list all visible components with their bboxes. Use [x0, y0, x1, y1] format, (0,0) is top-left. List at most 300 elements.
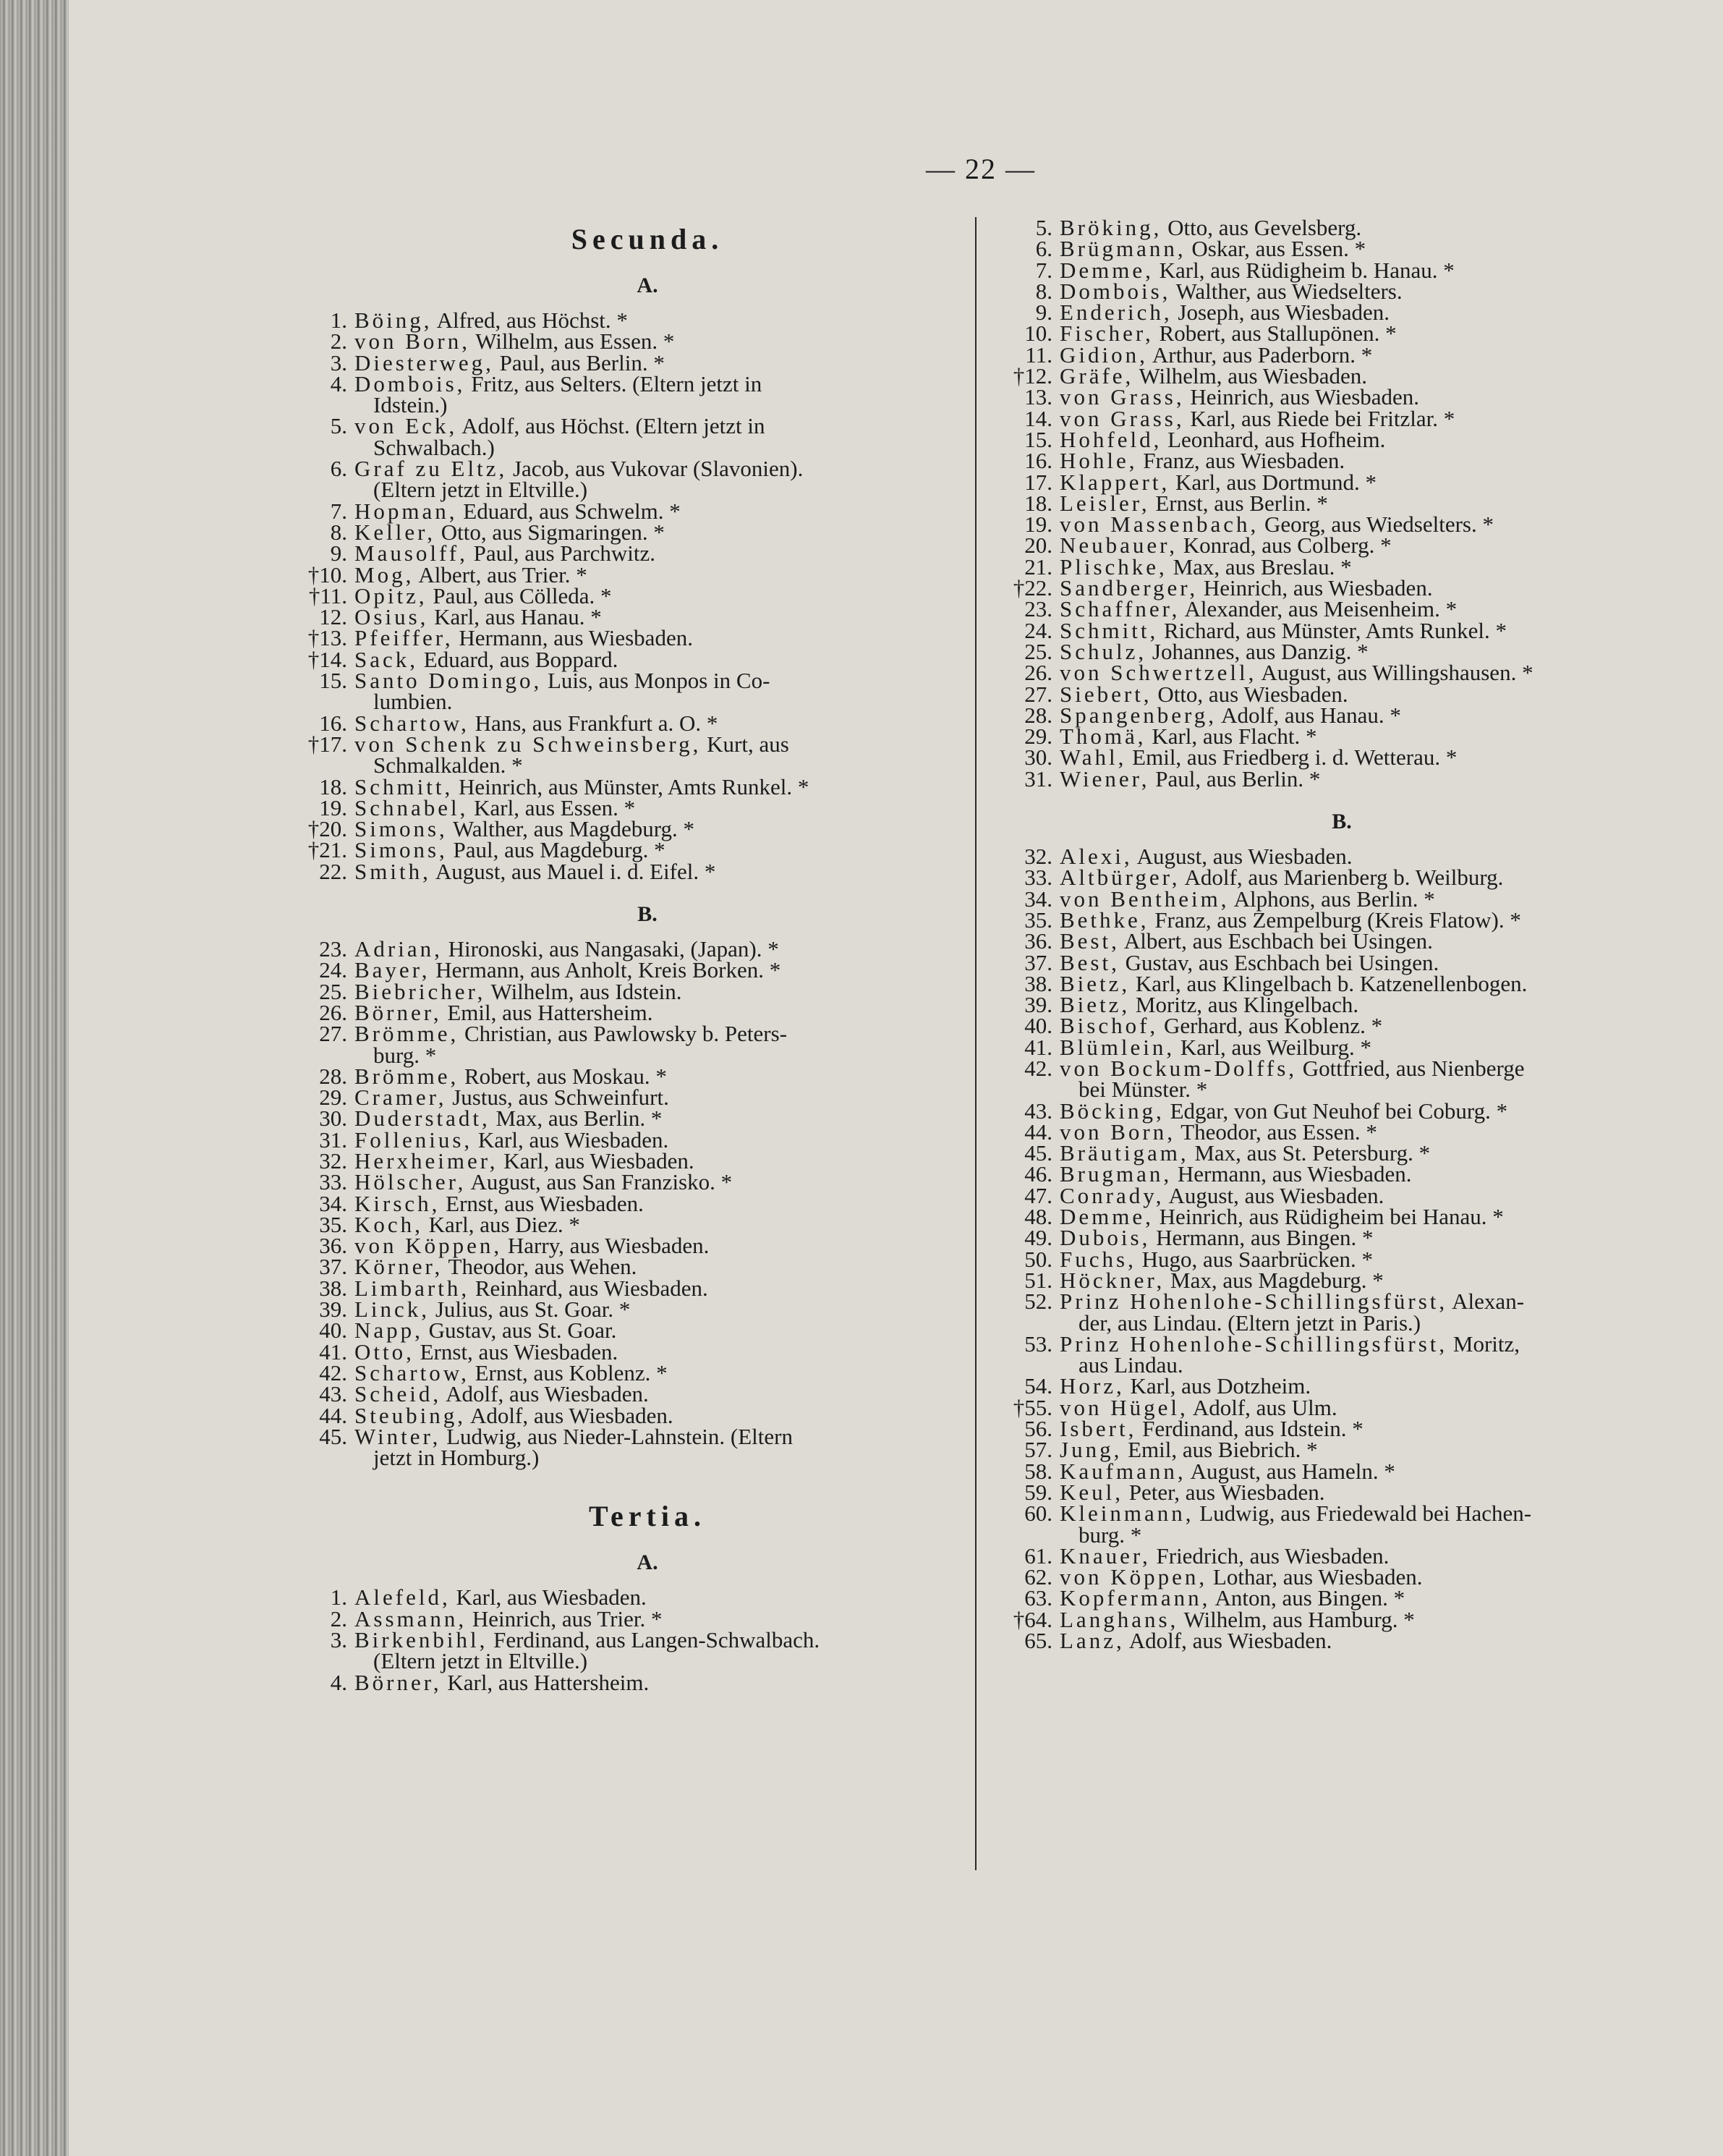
section-title: Tertia. [589, 1500, 706, 1533]
entry-text [1060, 532, 1631, 559]
list-item [995, 532, 1631, 559]
student-details: Paul, aus Parchwitz. [473, 540, 655, 566]
entry-text [354, 837, 948, 863]
student-details: Hironoski, aus Nangasaki, (Japan). * [448, 936, 779, 962]
student-details: Albert, aus Eschbach bei Usingen. [1123, 928, 1433, 954]
list-item [289, 816, 948, 842]
entry-text [1060, 490, 1631, 516]
entry-text [354, 710, 948, 736]
student-name: Neubauer, [1060, 532, 1178, 559]
entry-text [1060, 1289, 1631, 1336]
list-item [995, 844, 1631, 870]
student-name: Schnabel, [354, 794, 469, 820]
entry-number: 62. [1024, 1564, 1052, 1590]
entry-number: †14. [307, 646, 347, 672]
student-details: August, aus San Franzisko. * [470, 1169, 733, 1195]
entry-text [354, 1233, 948, 1259]
student-name: Steubing, [354, 1402, 466, 1428]
entry-text [1060, 1182, 1631, 1208]
entry-number: 15. [319, 668, 347, 694]
student-name: von Schenk zu Schweinsberg, [354, 731, 702, 757]
student-name: Assmann, [354, 1605, 467, 1631]
entry-number: 16. [319, 710, 347, 736]
list-item [995, 660, 1631, 686]
entry-text [1060, 300, 1631, 326]
entry-text [1060, 1140, 1631, 1166]
student-details: Otto, aus Gevelsberg. [1167, 215, 1362, 240]
student-details: Hermann, aus Wiesbaden. [1177, 1161, 1412, 1187]
entry-text [1060, 617, 1631, 643]
entry-continuation: lumbien. [373, 689, 453, 715]
student-details: August, aus Hameln. * [1190, 1458, 1395, 1484]
entry-number: 13. [1024, 384, 1052, 410]
student-details: Christian, aus Pawlowsky b. Peters- [464, 1021, 788, 1047]
student-name: Schartow, [354, 1359, 469, 1385]
student-details: Walther, aus Wiedselters. [1175, 278, 1403, 304]
entry-continuation: bei Münster. * [1079, 1077, 1208, 1103]
entry-text [1060, 1055, 1631, 1103]
student-name: von Eck, [354, 413, 458, 439]
student-details: Theodor, aus Essen. * [1180, 1119, 1377, 1145]
entry-text [354, 1126, 948, 1153]
list-item [995, 1394, 1631, 1420]
entry-text [1060, 363, 1631, 389]
list-item [995, 1630, 1631, 1651]
entry-text [1060, 426, 1631, 452]
list-item [995, 1501, 1631, 1548]
entry-text [1060, 723, 1631, 750]
student-name: Birkenbihl, [354, 1627, 488, 1653]
student-details: Max, aus Berlin. * [495, 1105, 663, 1132]
list-item [995, 1479, 1631, 1505]
student-details: Gustav, aus Eschbach bei Usingen. [1125, 949, 1439, 975]
list-item [289, 710, 948, 736]
student-name: Hohfeld, [1060, 426, 1162, 452]
student-details: Ernst, aus Berlin. * [1155, 490, 1328, 516]
student-name: Conrady, [1060, 1182, 1165, 1208]
list-item [289, 519, 948, 545]
student-details: Karl, aus Hattersheim. [447, 1669, 650, 1695]
entry-text [354, 1275, 948, 1301]
list-item [289, 957, 948, 983]
entry-text [354, 670, 948, 713]
list-item [995, 1289, 1631, 1336]
student-details: Luis, aus Monpos in Co- [547, 668, 770, 694]
entry-continuation: burg. * [373, 1042, 437, 1068]
list-item [995, 341, 1631, 368]
student-name: Bischof, [1060, 1013, 1159, 1039]
list-item [995, 744, 1631, 771]
list-item [289, 1359, 948, 1385]
list-item [995, 490, 1631, 516]
list-item [289, 582, 948, 608]
list-item [289, 773, 948, 799]
page-number: — 22 — [926, 153, 1036, 185]
student-name: Biebricher, [354, 978, 486, 1004]
entry-number: 33. [319, 1169, 347, 1195]
entry-number: 36. [1024, 928, 1052, 954]
list-item [995, 217, 1631, 238]
list-item [289, 1629, 948, 1672]
list-item [995, 236, 1631, 262]
entry-number: 45. [319, 1423, 347, 1449]
student-details: Eduard, aus Boppard. [423, 646, 618, 672]
student-name: Leisler, [1060, 490, 1150, 516]
list-item [995, 575, 1631, 601]
list-item [995, 865, 1631, 891]
student-name: Plischke, [1060, 553, 1167, 580]
entry-number: 11. [1025, 341, 1052, 368]
entry-number: 60. [1024, 1501, 1052, 1527]
list-item [289, 978, 948, 1004]
entry-text [354, 604, 948, 630]
list-item [995, 1182, 1631, 1208]
student-name: Kaufmann, [1060, 1458, 1186, 1484]
entry-text [1060, 1373, 1631, 1399]
entry-text [354, 1584, 948, 1610]
student-details: Theodor, aus Wehen. [448, 1254, 637, 1280]
entry-number: 41. [1024, 1034, 1052, 1060]
list-item [995, 426, 1631, 452]
student-details: Franz, aus Wiesbaden. [1143, 448, 1345, 474]
entry-continuation: (Eltern jetzt in Eltville.) [373, 477, 588, 503]
student-details: August, aus Wiesbaden. [1168, 1182, 1384, 1208]
entry-number: 19. [1024, 512, 1052, 538]
entry-number: 27. [1024, 681, 1052, 707]
entry-text [354, 582, 948, 608]
student-details: Adolf, aus Höchst. (Eltern jetzt in [461, 413, 765, 439]
entry-text [1060, 907, 1631, 933]
student-details: Karl, aus Dortmund. * [1175, 469, 1377, 495]
entry-number: 56. [1024, 1416, 1052, 1442]
student-details: Julius, aus St. Goar. * [435, 1296, 631, 1323]
student-details: Ludwig, aus Nieder-Lahnstein. (Eltern [446, 1423, 793, 1449]
entry-number: 43. [1024, 1098, 1052, 1124]
student-name: Lanz, [1060, 1628, 1125, 1653]
list-item [289, 1605, 948, 1631]
student-details: Kurt, aus [707, 731, 789, 757]
entry-number: 47. [1024, 1182, 1052, 1208]
list-item [995, 469, 1631, 495]
entry-text [1060, 575, 1631, 601]
student-name: Mog, [354, 561, 414, 587]
list-item [995, 405, 1631, 431]
entry-text [1060, 512, 1631, 538]
entry-number: 46. [1024, 1161, 1052, 1187]
entry-number: 35. [1024, 907, 1052, 933]
entry-text [354, 1402, 948, 1428]
entry-text [354, 307, 948, 333]
list-item [995, 1140, 1631, 1166]
student-details: Franz, aus Zempelburg (Kreis Flatow). * [1154, 907, 1521, 933]
student-name: Prinz Hohenlohe-Schillingsfürst, [1060, 1330, 1448, 1357]
entry-continuation: aus Lindau. [1079, 1352, 1183, 1378]
student-name: Gräfe, [1060, 363, 1134, 389]
student-name: Knauer, [1060, 1542, 1151, 1569]
student-details: Paul, aus Magdeburg. * [453, 837, 665, 863]
entry-text [1060, 970, 1631, 996]
list-item [995, 723, 1631, 750]
entry-number: †22. [1013, 575, 1052, 601]
list-item [289, 1669, 948, 1695]
entry-text [1060, 1458, 1631, 1484]
student-details: Wilhelm, aus Essen. * [475, 328, 675, 355]
entry-number: 27. [319, 1021, 347, 1047]
list-item [995, 1458, 1631, 1484]
list-item [995, 928, 1631, 954]
student-details: Wilhelm, aus Wiesbaden. [1139, 363, 1367, 389]
entry-text [354, 1063, 948, 1089]
entry-number: 65. [1024, 1628, 1052, 1653]
entry-text [354, 1169, 948, 1195]
list-item [289, 1190, 948, 1216]
entry-text [354, 936, 948, 962]
student-name: von Köppen, [1060, 1564, 1208, 1590]
student-details: Ernst, aus Wiesbaden. [446, 1190, 644, 1216]
list-item [995, 278, 1631, 304]
list-item [995, 681, 1631, 707]
student-name: Dubois, [1060, 1225, 1151, 1251]
entry-number: 12. [319, 604, 347, 630]
student-details: Karl, aus Klingelbach b. Katzenellenbogen. [1135, 970, 1528, 996]
entry-number: 34. [319, 1190, 347, 1216]
student-name: von Massenbach, [1060, 512, 1259, 538]
entry-number: 20. [1024, 532, 1052, 559]
student-name: Brügmann, [1060, 236, 1186, 262]
entry-text [1060, 865, 1631, 891]
student-name: Limbarth, [354, 1275, 470, 1301]
student-name: Sack, [354, 646, 419, 672]
entry-text [354, 731, 948, 778]
student-details: Adolf, aus Marienberg b. Weilburg. [1184, 865, 1504, 891]
entry-number: 38. [1024, 970, 1052, 996]
entry-text [1060, 321, 1631, 347]
list-item [289, 1338, 948, 1365]
list-item [995, 384, 1631, 410]
student-details: Adolf, aus Wiesbaden. [470, 1402, 673, 1428]
student-name: Simons, [354, 837, 448, 863]
entry-text [1060, 1437, 1631, 1463]
student-details: Robert, aus Stallupönen. * [1159, 321, 1397, 347]
student-details: Adolf, aus Ulm. [1192, 1394, 1337, 1420]
student-details: Ernst, aus Wiesbaden. [420, 1338, 618, 1365]
entry-number: 15. [1024, 426, 1052, 452]
entry-number: 33. [1024, 865, 1052, 891]
student-name: Bietz, [1060, 992, 1131, 1018]
student-details: Max, aus Magdeburg. * [1170, 1267, 1384, 1293]
list-item [289, 498, 948, 524]
entry-number: 43. [319, 1381, 347, 1407]
student-name: Schmitt, [1060, 617, 1159, 643]
entry-text [354, 1211, 948, 1237]
student-name: Best, [1060, 949, 1120, 975]
student-details: Heinrich, aus Wiesbaden. [1190, 384, 1420, 410]
entry-text [354, 1085, 948, 1111]
student-details: Ferdinand, aus Idstein. * [1142, 1416, 1363, 1442]
entry-text [1060, 384, 1631, 410]
student-details: Heinrich, aus Rüdigheim bei Hanau. * [1159, 1204, 1504, 1230]
entry-number: 18. [319, 773, 347, 799]
entry-text [1060, 886, 1631, 912]
entry-text [354, 1629, 948, 1672]
student-name: Siebert, [1060, 681, 1152, 707]
entry-number: 61. [1024, 1542, 1052, 1569]
list-item [289, 1254, 948, 1280]
entry-number: 8. [1035, 278, 1052, 304]
student-name: Winter, [354, 1423, 441, 1449]
entry-number: 44. [319, 1402, 347, 1428]
entry-number: 42. [319, 1359, 347, 1385]
entry-continuation: jetzt in Homburg.) [373, 1445, 540, 1471]
entry-text [354, 458, 948, 501]
column-divider [975, 217, 977, 1870]
list-item [995, 907, 1631, 933]
list-item [289, 370, 948, 418]
student-details: Hermann, aus Wiesbaden. [459, 625, 693, 651]
student-name: Napp, [354, 1317, 423, 1344]
entry-text [354, 858, 948, 884]
entry-text [1060, 1330, 1631, 1378]
entry-text [1060, 681, 1631, 707]
entry-number: 6. [1035, 236, 1052, 262]
entry-text [354, 1105, 948, 1132]
student-details: Justus, aus Schweinfurt. [452, 1085, 669, 1111]
list-item [289, 1275, 948, 1301]
student-details: Ferdinand, aus Langen-Schwalbach. [493, 1627, 820, 1653]
entry-text [1060, 928, 1631, 954]
entry-text [354, 1147, 948, 1174]
list-item [289, 1147, 948, 1174]
entry-number: 21. [1024, 553, 1052, 580]
entry-text [1060, 1564, 1631, 1590]
entry-number: 23. [1024, 596, 1052, 622]
student-details: Heinrich, aus Münster, Amts Runkel. * [458, 773, 809, 799]
right-column [995, 217, 1631, 1651]
subgroup-heading: A. [637, 273, 658, 297]
entry-text [1060, 638, 1631, 664]
entry-number: 18. [1024, 490, 1052, 516]
student-name: Körner, [354, 1254, 443, 1280]
student-name: von Bentheim, [1060, 886, 1230, 912]
student-details: Adolf, aus Wiesbaden. [446, 1381, 649, 1407]
student-name: Bietz, [1060, 970, 1131, 996]
student-details: Gottfried, aus Nienberge [1302, 1055, 1525, 1081]
list-item [995, 1330, 1631, 1378]
list-item [995, 1034, 1631, 1060]
entry-number: 29. [319, 1085, 347, 1111]
list-item [995, 949, 1631, 975]
entry-number: 19. [319, 794, 347, 820]
list-item [995, 1204, 1631, 1230]
student-name: Otto, [354, 1338, 414, 1365]
entry-number: †17. [307, 731, 347, 757]
entry-number: †21. [307, 837, 347, 863]
student-details: Hermann, aus Anholt, Kreis Borken. * [435, 957, 781, 983]
list-item [289, 936, 948, 962]
entry-text [1060, 1119, 1631, 1145]
entry-number: †11. [308, 582, 347, 608]
entry-text [1060, 1394, 1631, 1420]
left-column [289, 217, 948, 1693]
entry-number: 58. [1024, 1458, 1052, 1484]
student-name: Schulz, [1060, 638, 1147, 664]
entry-text [1060, 1034, 1631, 1060]
student-details: Joseph, aus Wiesbaden. [1178, 300, 1390, 326]
student-name: Gidion, [1060, 341, 1148, 368]
student-name: Alefeld, [354, 1584, 451, 1610]
entry-text [354, 415, 948, 458]
entry-continuation: (Eltern jetzt in Eltville.) [373, 1648, 588, 1674]
list-item [995, 1585, 1631, 1611]
list-item [289, 1085, 948, 1111]
entry-number: 39. [1024, 992, 1052, 1018]
entry-text [354, 328, 948, 355]
entry-number: 25. [319, 978, 347, 1004]
entry-text [1060, 469, 1631, 495]
student-details: Alexander, aus Meisenheim. * [1184, 596, 1458, 622]
entry-number: 17. [1024, 469, 1052, 495]
list-item [995, 257, 1631, 283]
entry-number: 2. [330, 328, 347, 355]
student-details: Arthur, aus Paderborn. * [1152, 341, 1373, 368]
student-details: Alexan- [1452, 1289, 1525, 1315]
student-name: von Born, [354, 328, 470, 355]
entry-text [1060, 992, 1631, 1018]
entry-text [354, 540, 948, 566]
entry-number: 42. [1024, 1055, 1052, 1081]
entry-text [354, 1359, 948, 1385]
list-item [289, 1169, 948, 1195]
list-item [289, 349, 948, 375]
entry-number: 45. [1024, 1140, 1052, 1166]
list-item [995, 617, 1631, 643]
student-name: Best, [1060, 928, 1120, 954]
entry-number: 52. [1024, 1289, 1052, 1315]
student-details: Karl, aus Hanau. * [434, 604, 602, 630]
student-name: von Grass, [1060, 405, 1185, 431]
list-item [289, 1105, 948, 1132]
entry-number: 7. [1035, 257, 1052, 283]
binding-edge [0, 0, 69, 2156]
student-details: Peter, aus Wiesbaden. [1128, 1479, 1325, 1505]
student-name: Schmitt, [354, 773, 454, 799]
entry-number: 49. [1024, 1225, 1052, 1251]
list-item [995, 321, 1631, 347]
student-name: Follenius, [354, 1126, 473, 1153]
entry-text [354, 1190, 948, 1216]
list-item [995, 1246, 1631, 1272]
student-name: Thomä, [1060, 723, 1146, 750]
entry-number: 44. [1024, 1119, 1052, 1145]
entry-text [1060, 1267, 1631, 1293]
student-name: Cramer, [354, 1085, 447, 1111]
student-details: Max, aus Breslau. * [1173, 553, 1352, 580]
entry-text [354, 999, 948, 1025]
student-name: Bayer, [354, 957, 430, 983]
student-details: Gerhard, aus Koblenz. * [1163, 1013, 1383, 1039]
entry-text [1060, 765, 1631, 791]
entry-text [354, 1669, 948, 1695]
entry-number: 26. [319, 999, 347, 1025]
student-name: Smith, [354, 858, 431, 884]
student-name: Bräutigam, [1060, 1140, 1189, 1166]
section-title: Secunda. [571, 223, 724, 255]
student-name: Linck, [354, 1296, 430, 1323]
student-name: Spangenberg, [1060, 702, 1217, 728]
entry-text [354, 773, 948, 799]
entry-number: †10. [307, 561, 347, 587]
student-details: Hermann, aus Bingen. * [1156, 1225, 1374, 1251]
